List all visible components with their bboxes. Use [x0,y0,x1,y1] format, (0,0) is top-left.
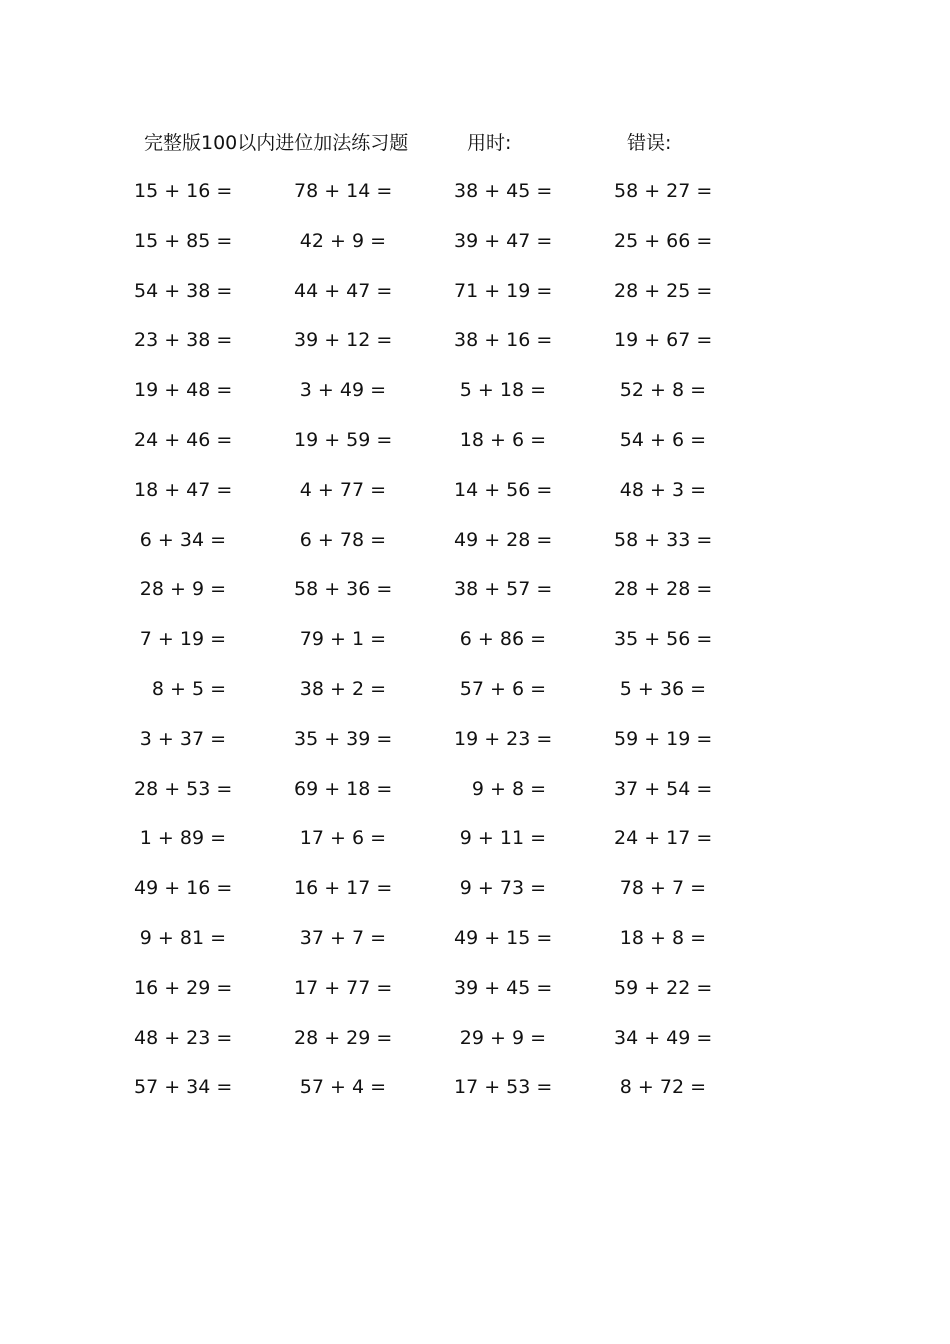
problem-item: 37 + 7 = [299,926,386,949]
problem-item: 29 + 9 = [459,1026,546,1049]
problem-row [0,873,950,923]
problem-item: 5 + 36 = [619,677,706,700]
problem-item: 28 + 53 = [134,777,233,800]
problem-item: 6 + 78 = [299,528,386,551]
problem-grid [0,176,950,1122]
problem-row [0,574,950,624]
problem-item: 38 + 45 = [454,180,553,202]
problem-item: 54 + 38 = [134,279,233,302]
problem-item: 48 + 3 = [619,478,706,501]
problem-item: 57 + 34 = [134,1076,233,1099]
problem-item: 58 + 27 = [614,180,713,202]
problem-item: 9 + 73 = [459,877,546,900]
problem-item: 16 + 29 = [134,976,233,999]
problem-row [0,525,950,575]
problem-item: 52 + 8 = [619,379,706,402]
problem-item: 24 + 17 = [614,827,713,850]
problem-item: 23 + 38 = [134,329,233,352]
problem-item: 39 + 45 = [454,976,553,999]
problem-item: 6 + 86 = [459,628,546,651]
problem-item: 49 + 15 = [454,926,553,949]
problem-item: 7 + 19 = [139,628,226,651]
problem-item: 57 + 4 = [299,1076,386,1099]
problem-item: 39 + 47 = [454,229,553,252]
problem-item: 8 + 5 = [151,677,226,700]
problem-row [0,674,950,724]
problem-item: 19 + 23 = [454,727,553,750]
problem-item: 28 + 28 = [614,578,713,601]
problem-item: 54 + 6 = [619,428,706,451]
problem-item: 39 + 12 = [294,329,393,352]
problem-item: 16 + 17 = [294,877,393,900]
problem-item: 4 + 77 = [299,478,386,501]
problem-row [0,325,950,375]
problem-item: 59 + 22 = [614,976,713,999]
problem-row [0,823,950,873]
problem-item: 58 + 36 = [294,578,393,601]
problem-item: 17 + 6 = [299,827,386,850]
problem-row [0,774,950,824]
problem-item: 69 + 18 = [294,777,393,800]
problem-item: 34 + 49 = [614,1026,713,1049]
problem-item: 78 + 7 = [619,877,706,900]
problem-item: 28 + 9 = [139,578,226,601]
error-count-label: 错误: [627,132,672,154]
problem-item: 42 + 9 = [299,229,386,252]
problem-row [0,276,950,326]
problem-row [0,724,950,774]
problem-item: 35 + 56 = [614,628,713,651]
problem-item: 44 + 47 = [294,279,393,302]
problem-item: 71 + 19 = [454,279,553,302]
problem-item: 15 + 85 = [134,229,233,252]
problem-item: 18 + 6 = [459,428,546,451]
worksheet-title: 完整版100以内进位加法练习题 [144,132,409,154]
problem-item: 38 + 57 = [454,578,553,601]
problem-item: 38 + 16 = [454,329,553,352]
problem-item: 15 + 16 = [134,180,233,202]
problem-item: 17 + 53 = [454,1076,553,1099]
problem-row [0,176,950,226]
problem-item: 49 + 16 = [134,877,233,900]
problem-item: 19 + 48 = [134,379,233,402]
problem-item: 17 + 77 = [294,976,393,999]
problem-item: 49 + 28 = [454,528,553,551]
problem-item: 38 + 2 = [299,677,386,700]
time-used-label: 用时: [467,132,512,154]
problem-item: 35 + 39 = [294,727,393,750]
problem-row [0,973,950,1023]
problem-item: 37 + 54 = [614,777,713,800]
problem-item: 25 + 66 = [614,229,713,252]
problem-item: 5 + 18 = [459,379,546,402]
problem-row [0,425,950,475]
worksheet-header [0,128,950,158]
problem-item: 28 + 25 = [614,279,713,302]
problem-item: 78 + 14 = [294,180,393,202]
problem-row [0,624,950,674]
problem-item: 48 + 23 = [134,1026,233,1049]
problem-item: 59 + 19 = [614,727,713,750]
problem-row [0,1023,950,1073]
problem-item: 79 + 1 = [299,628,386,651]
problem-row [0,226,950,276]
problem-item: 24 + 46 = [134,428,233,451]
problem-item: 19 + 67 = [614,329,713,352]
problem-item: 18 + 8 = [619,926,706,949]
problem-item: 9 + 81 = [139,926,226,949]
problem-item: 19 + 59 = [294,428,393,451]
problem-item: 3 + 49 = [299,379,386,402]
problem-item: 18 + 47 = [134,478,233,501]
problem-row [0,923,950,973]
problem-item: 58 + 33 = [614,528,713,551]
problem-item: 9 + 11 = [459,827,546,850]
problem-item: 14 + 56 = [454,478,553,501]
problem-item: 57 + 6 = [459,677,546,700]
problem-item: 1 + 89 = [139,827,226,850]
problem-row [0,1072,950,1122]
problem-item: 8 + 72 = [619,1076,706,1099]
problem-item: 9 + 8 = [471,777,546,800]
problem-row [0,475,950,525]
problem-item: 6 + 34 = [139,528,226,551]
problem-item: 3 + 37 = [139,727,226,750]
problem-row [0,375,950,425]
problem-item: 28 + 29 = [294,1026,393,1049]
